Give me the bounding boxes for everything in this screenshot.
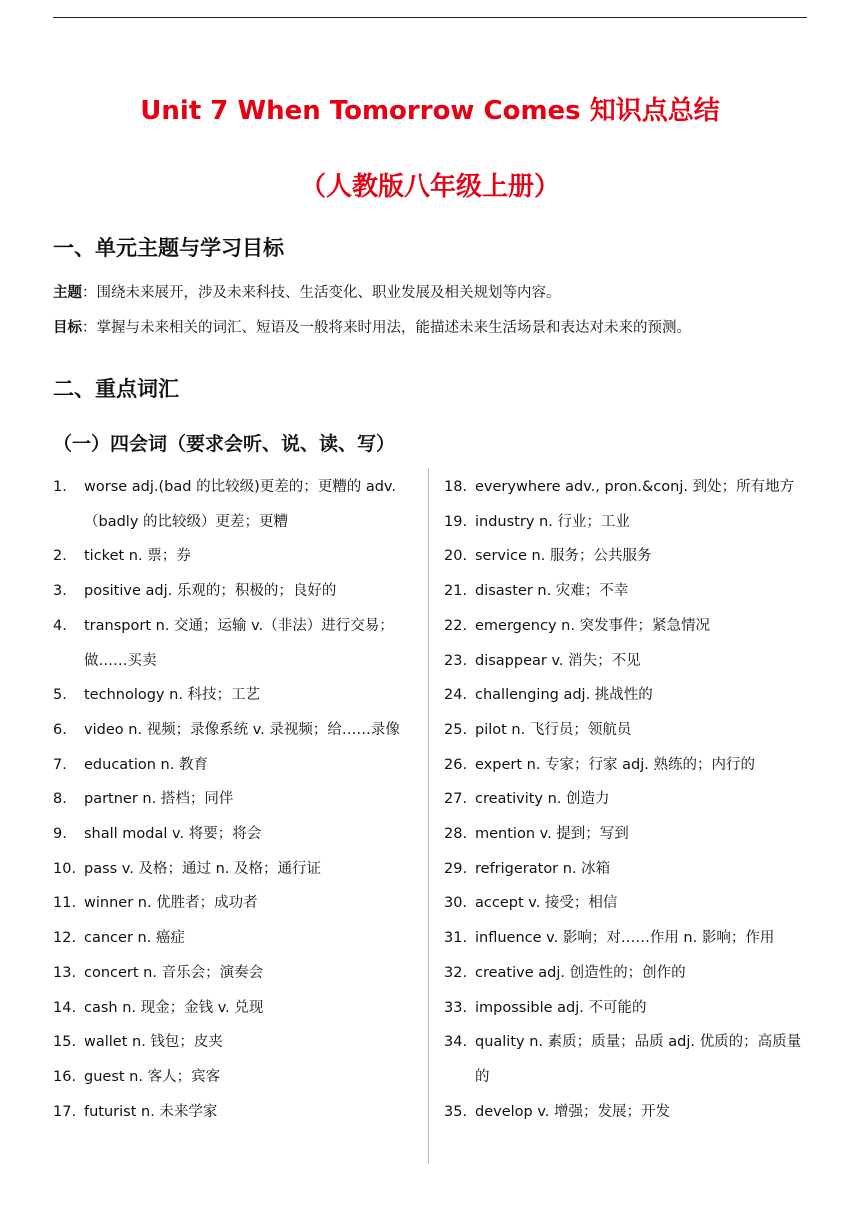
vocab-item bbox=[444, 678, 809, 713]
vocab-item-number: 19. bbox=[444, 513, 468, 530]
vocab-item-number: 13. bbox=[53, 964, 77, 981]
vocab-item-number: 16. bbox=[53, 1068, 77, 1085]
vocab-item-text: futurist n. 未来学家 bbox=[84, 1103, 218, 1120]
vocab-item-number: 4. bbox=[53, 617, 67, 634]
vocab-item-number: 2. bbox=[53, 548, 67, 565]
vocab-item bbox=[53, 539, 421, 574]
vocab-item-text: cancer n. 癌症 bbox=[84, 930, 185, 947]
vocab-item-text: challenging adj. 挑战性的 bbox=[475, 687, 653, 704]
vocab-item-number: 35. bbox=[444, 1103, 468, 1120]
vocab-item bbox=[444, 713, 809, 748]
vocab-item-number: 9. bbox=[53, 826, 67, 843]
document-subtitle: （人教版八年级上册） bbox=[299, 172, 560, 202]
vocab-item-text: pilot n. 飞行员；领航员 bbox=[475, 721, 632, 738]
column-divider bbox=[428, 468, 429, 1164]
vocab-item bbox=[444, 470, 809, 505]
section-heading-vocabulary: 二、重点词汇 bbox=[53, 377, 179, 401]
vocab-item bbox=[53, 1025, 421, 1060]
vocab-item-text: disaster n. 灾难；不幸 bbox=[475, 583, 629, 600]
vocab-item-text: creativity n. 创造力 bbox=[475, 791, 610, 808]
vocab-item-number: 10. bbox=[53, 860, 77, 877]
vocab-item-text: expert n. 专家；行家 adj. 熟练的；内行的 bbox=[475, 756, 755, 773]
vocab-item bbox=[53, 782, 421, 817]
vocab-item-text: shall modal v. 将要；将会 bbox=[84, 826, 262, 843]
theme-text: ：围绕未来展开，涉及未来科技、生活变化、职业发展及相关规划等内容。 bbox=[82, 285, 561, 301]
vocab-item bbox=[53, 574, 421, 609]
vocab-item-text: mention v. 提到；写到 bbox=[475, 826, 629, 843]
vocab-item-text: quality n. 素质；质量；品质 adj. 优质的；高质量的 bbox=[475, 1034, 802, 1085]
vocab-item-number: 11. bbox=[53, 895, 77, 912]
vocab-item-number: 7. bbox=[53, 756, 67, 773]
vocab-item-number: 33. bbox=[444, 999, 468, 1016]
vocab-item-text: education n. 教育 bbox=[84, 756, 208, 773]
vocab-item bbox=[53, 748, 421, 783]
vocab-item-text: worse adj.(bad 的比较级)更差的；更糟的 adv.（badly 的比较级）更差；更糟 bbox=[84, 479, 396, 530]
subheading-four-skills-words: （一）四会词（要求会听、说、读、写） bbox=[53, 433, 396, 455]
vocab-item-number: 15. bbox=[53, 1034, 77, 1051]
theme-label: 主题 bbox=[53, 285, 82, 301]
vocab-item-text: winner n. 优胜者；成功者 bbox=[84, 895, 258, 912]
vocab-item-number: 20. bbox=[444, 548, 468, 565]
vocab-item-number: 34. bbox=[444, 1034, 468, 1051]
vocab-item-number: 17. bbox=[53, 1103, 77, 1120]
vocab-item-text: concert n. 音乐会；演奏会 bbox=[84, 964, 264, 981]
vocab-item bbox=[53, 956, 421, 991]
vocab-item-number: 8. bbox=[53, 791, 67, 808]
vocab-item bbox=[53, 470, 421, 539]
vocab-item-text: disappear v. 消失；不见 bbox=[475, 652, 641, 669]
vocab-item bbox=[444, 921, 809, 956]
vocab-item-text: video n. 视频；录像系统 v. 录视频；给……录像 bbox=[84, 721, 400, 738]
header-rule bbox=[53, 17, 807, 18]
vocab-item-text: everywhere adv., pron.&conj. 到处；所有地方 bbox=[475, 479, 795, 495]
vocab-item-text: influence v. 影响；对……作用 n. 影响；作用 bbox=[475, 930, 775, 947]
vocab-item bbox=[444, 644, 809, 679]
vocab-item bbox=[444, 574, 809, 609]
vocab-item bbox=[53, 817, 421, 852]
goal-text: ：掌握与未来相关的词汇、短语及一般将来时用法，能描述未来生活场景和表达对未来的预测。 bbox=[82, 320, 691, 336]
vocab-item bbox=[444, 956, 809, 991]
vocab-item-number: 5. bbox=[53, 687, 67, 704]
vocab-item-number: 6. bbox=[53, 721, 67, 738]
vocab-item-number: 3. bbox=[53, 583, 67, 600]
vocab-item bbox=[444, 1025, 809, 1094]
vocab-item-text: creative adj. 创造性的；创作的 bbox=[475, 964, 686, 981]
vocab-item-text: impossible adj. 不可能的 bbox=[475, 999, 647, 1016]
vocab-item bbox=[444, 505, 809, 540]
vocab-item-text: industry n. 行业；工业 bbox=[475, 513, 630, 530]
vocab-item-number: 23. bbox=[444, 652, 468, 669]
vocab-item-text: transport n. 交通；运输 v.（非法）进行交易；做……买卖 bbox=[84, 617, 394, 669]
vocab-item bbox=[444, 852, 809, 887]
vocab-item bbox=[444, 539, 809, 574]
vocab-item bbox=[444, 782, 809, 817]
goal-label: 目标 bbox=[53, 320, 82, 336]
vocab-item-number: 22. bbox=[444, 617, 468, 634]
vocab-item bbox=[444, 817, 809, 852]
vocab-item bbox=[53, 609, 421, 678]
vocab-list-right bbox=[444, 470, 809, 1129]
vocab-item bbox=[53, 852, 421, 887]
theme-paragraph bbox=[53, 281, 561, 302]
vocab-item-text: accept v. 接受；相信 bbox=[475, 895, 618, 912]
vocab-item bbox=[53, 678, 421, 713]
vocab-item bbox=[444, 991, 809, 1026]
vocab-item-number: 29. bbox=[444, 860, 468, 877]
vocab-item-number: 18. bbox=[444, 479, 468, 495]
vocab-item-text: guest n. 客人；宾客 bbox=[84, 1068, 221, 1085]
vocab-item bbox=[53, 1060, 421, 1095]
vocab-item bbox=[53, 713, 421, 748]
vocab-item-text: ticket n. 票；券 bbox=[84, 548, 191, 565]
vocab-item-number: 30. bbox=[444, 895, 468, 912]
vocab-item-text: develop v. 增强；发展；开发 bbox=[475, 1103, 671, 1120]
vocab-item-text: technology n. 科技；工艺 bbox=[84, 687, 261, 704]
vocab-item bbox=[53, 991, 421, 1026]
vocab-item bbox=[53, 921, 421, 956]
goal-paragraph bbox=[53, 316, 691, 337]
vocab-item-number: 14. bbox=[53, 999, 77, 1016]
vocab-item bbox=[444, 1095, 809, 1130]
vocab-item bbox=[444, 748, 809, 783]
vocab-item-text: cash n. 现金；金钱 v. 兑现 bbox=[84, 999, 264, 1016]
vocab-item-number: 26. bbox=[444, 756, 468, 773]
vocab-item-number: 25. bbox=[444, 721, 468, 738]
vocab-item-text: service n. 服务；公共服务 bbox=[475, 548, 652, 565]
vocab-item-number: 24. bbox=[444, 687, 468, 704]
vocab-list-left bbox=[53, 470, 421, 1129]
vocab-item-number: 1. bbox=[53, 479, 67, 495]
vocab-item bbox=[53, 1095, 421, 1130]
vocab-item-number: 27. bbox=[444, 791, 468, 808]
document-title: Unit 7 When Tomorrow Comes 知识点总结 bbox=[140, 96, 720, 126]
vocab-item-text: emergency n. 突发事件；紧急情况 bbox=[475, 617, 711, 634]
vocab-item-number: 21. bbox=[444, 583, 468, 600]
vocab-item-number: 32. bbox=[444, 964, 468, 981]
vocab-item-text: wallet n. 钱包；皮夹 bbox=[84, 1034, 223, 1051]
vocab-item bbox=[444, 886, 809, 921]
vocab-item bbox=[444, 609, 809, 644]
vocab-item-number: 12. bbox=[53, 930, 77, 947]
vocab-item-text: positive adj. 乐观的；积极的；良好的 bbox=[84, 583, 337, 600]
vocab-item-text: refrigerator n. 冰箱 bbox=[475, 860, 611, 877]
vocab-item-number: 28. bbox=[444, 826, 468, 843]
vocab-item-text: partner n. 搭档；同伴 bbox=[84, 791, 234, 808]
vocab-item-number: 31. bbox=[444, 930, 468, 947]
vocab-item bbox=[53, 886, 421, 921]
section-heading-themes: 一、单元主题与学习目标 bbox=[53, 236, 284, 260]
vocab-item-text: pass v. 及格；通过 n. 及格；通行证 bbox=[84, 860, 321, 877]
